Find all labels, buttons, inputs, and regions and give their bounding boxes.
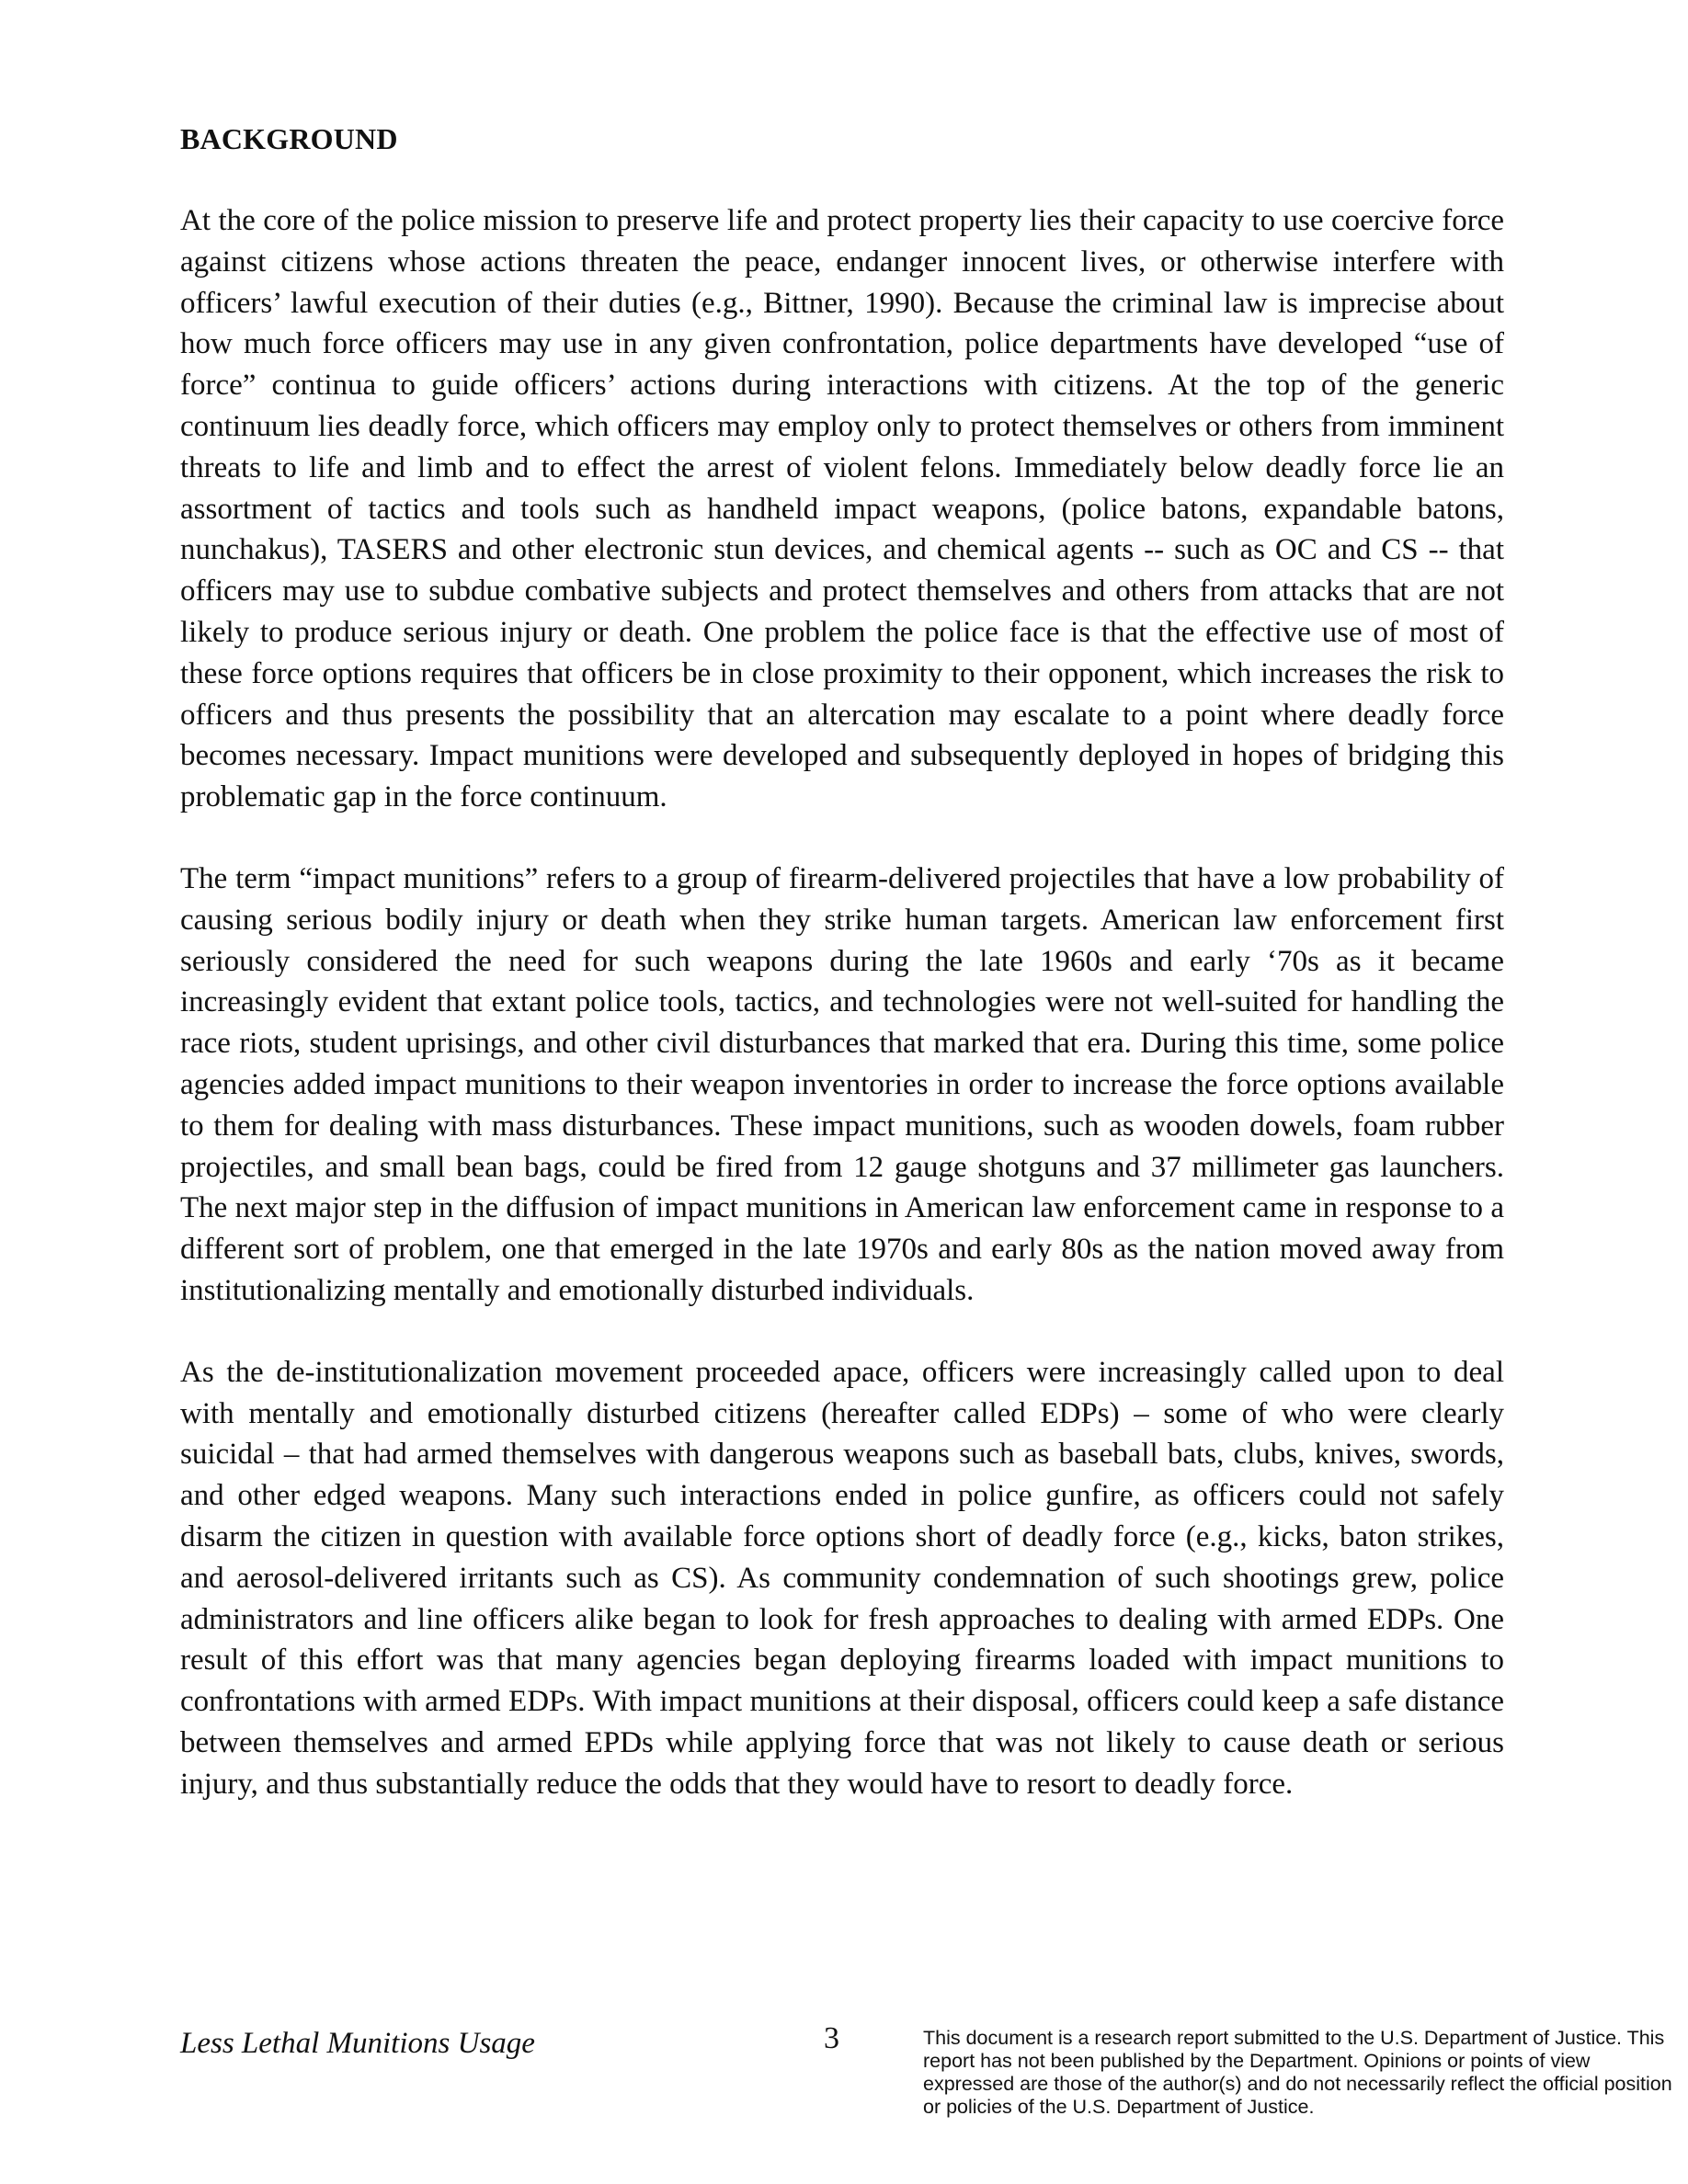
body-text [180, 200, 1504, 1845]
paragraph-1: At the core of the police mission to preserve life and protect property lies their capacity to use coercive force against citizens whose actions threaten the peace, endanger innocent lives, or otherwise interfere with officers’ lawful execution of their duties (e.g., Bittner, 1990). Because the criminal law is imprecise about how much force officers may use in any given confrontation, police departments have developed “use of force” continua to guide officers’ actions during interactions with citizens. At the top of the generic continuum lies deadly force, which officers may employ only to protect themselves or others from imminent threats to life and limb and to effect the arrest of violent felons. Immediately below deadly force lie an assortment of tactics and tools such as handheld impact weapons, (police batons, expandable batons, nunchakus), TASERS and other electronic stun devices, and chemical agents -- such as OC and CS -- that officers may use to subdue combative subjects and protect themselves and others from attacks that are not likely to produce serious injury or death. One problem the police face is that the effective use of most of these force options requires that officers be in close proximity to their opponent, which increases the risk to officers and thus presents the possibility that an altercation may escalate to a point where deadly force becomes necessary. Impact munitions were developed and subsequently deployed in hopes of bridging this problematic gap in the force continuum. [180, 204, 1504, 814]
section-heading: BACKGROUND [180, 122, 398, 155]
page-number: 3 [824, 2021, 839, 2055]
paragraph-2: The term “impact munitions” refers to a group of firearm-delivered projectiles that have a low probability of causing serious bodily injury or death when they strike human targets. American law enforcement first seriously considered the need for such weapons during the late 1960s and early ‘70s as it became increasingly evident that extant police tools, tactics, and technologies were not well-suited for handling the race riots, student uprisings, and other civil disturbances that marked that era. During this time, some police agencies added impact munitions to their weapon inventories in order to increase the force options available to them for dealing with mass disturbances. These impact munitions, such as wooden dowels, foam rubber projectiles, and small bean bags, could be fired from 12 gauge shotguns and 37 millimeter gas launchers. The next major step in the diffusion of impact munitions in American law enforcement came in response to a different sort of problem, one that emerged in the late 1970s and early 80s as the nation moved away from institutionalizing mentally and emotionally disturbed individuals. [180, 861, 1504, 1307]
footer-title: Less Lethal Munitions Usage [180, 2027, 535, 2060]
paragraph-3: As the de-institutionalization movement proceeded apace, officers were increasingly called upon to deal with mentally and emotionally disturbed citizens (hereafter called EDPs) – some of who were clearly suicidal – that had armed themselves with dangerous weapons such as baseball bats, clubs, knives, swords, and other edged weapons. Many such interactions ended in police gunfire, as officers could not safely disarm the citizen in question with available force options short of deadly force (e.g., kicks, baton strikes, and aerosol-delivered irritants such as CS). As community condemnation of such shootings grew, police administrators and line officers alike began to look for fresh approaches to dealing with armed EDPs. One result of this effort was that many agencies began deploying firearms loaded with impact munitions to confrontations with armed EDPs. With impact munitions at their disposal, officers could keep a safe distance between themselves and armed EPDs while applying force that was not likely to cause death or serious injury, and thus substantially reduce the odds that they would have to resort to deadly force. [180, 1355, 1504, 1801]
footer-disclaimer: This document is a research report submitted to the U.S. Department of Justice. This report has not been published by the Department. Opinions or points of view expressed are those of the author(s) and do not necessarily reflect the official position or policies of the U.S. Department of Justice. [923, 2027, 1672, 2118]
